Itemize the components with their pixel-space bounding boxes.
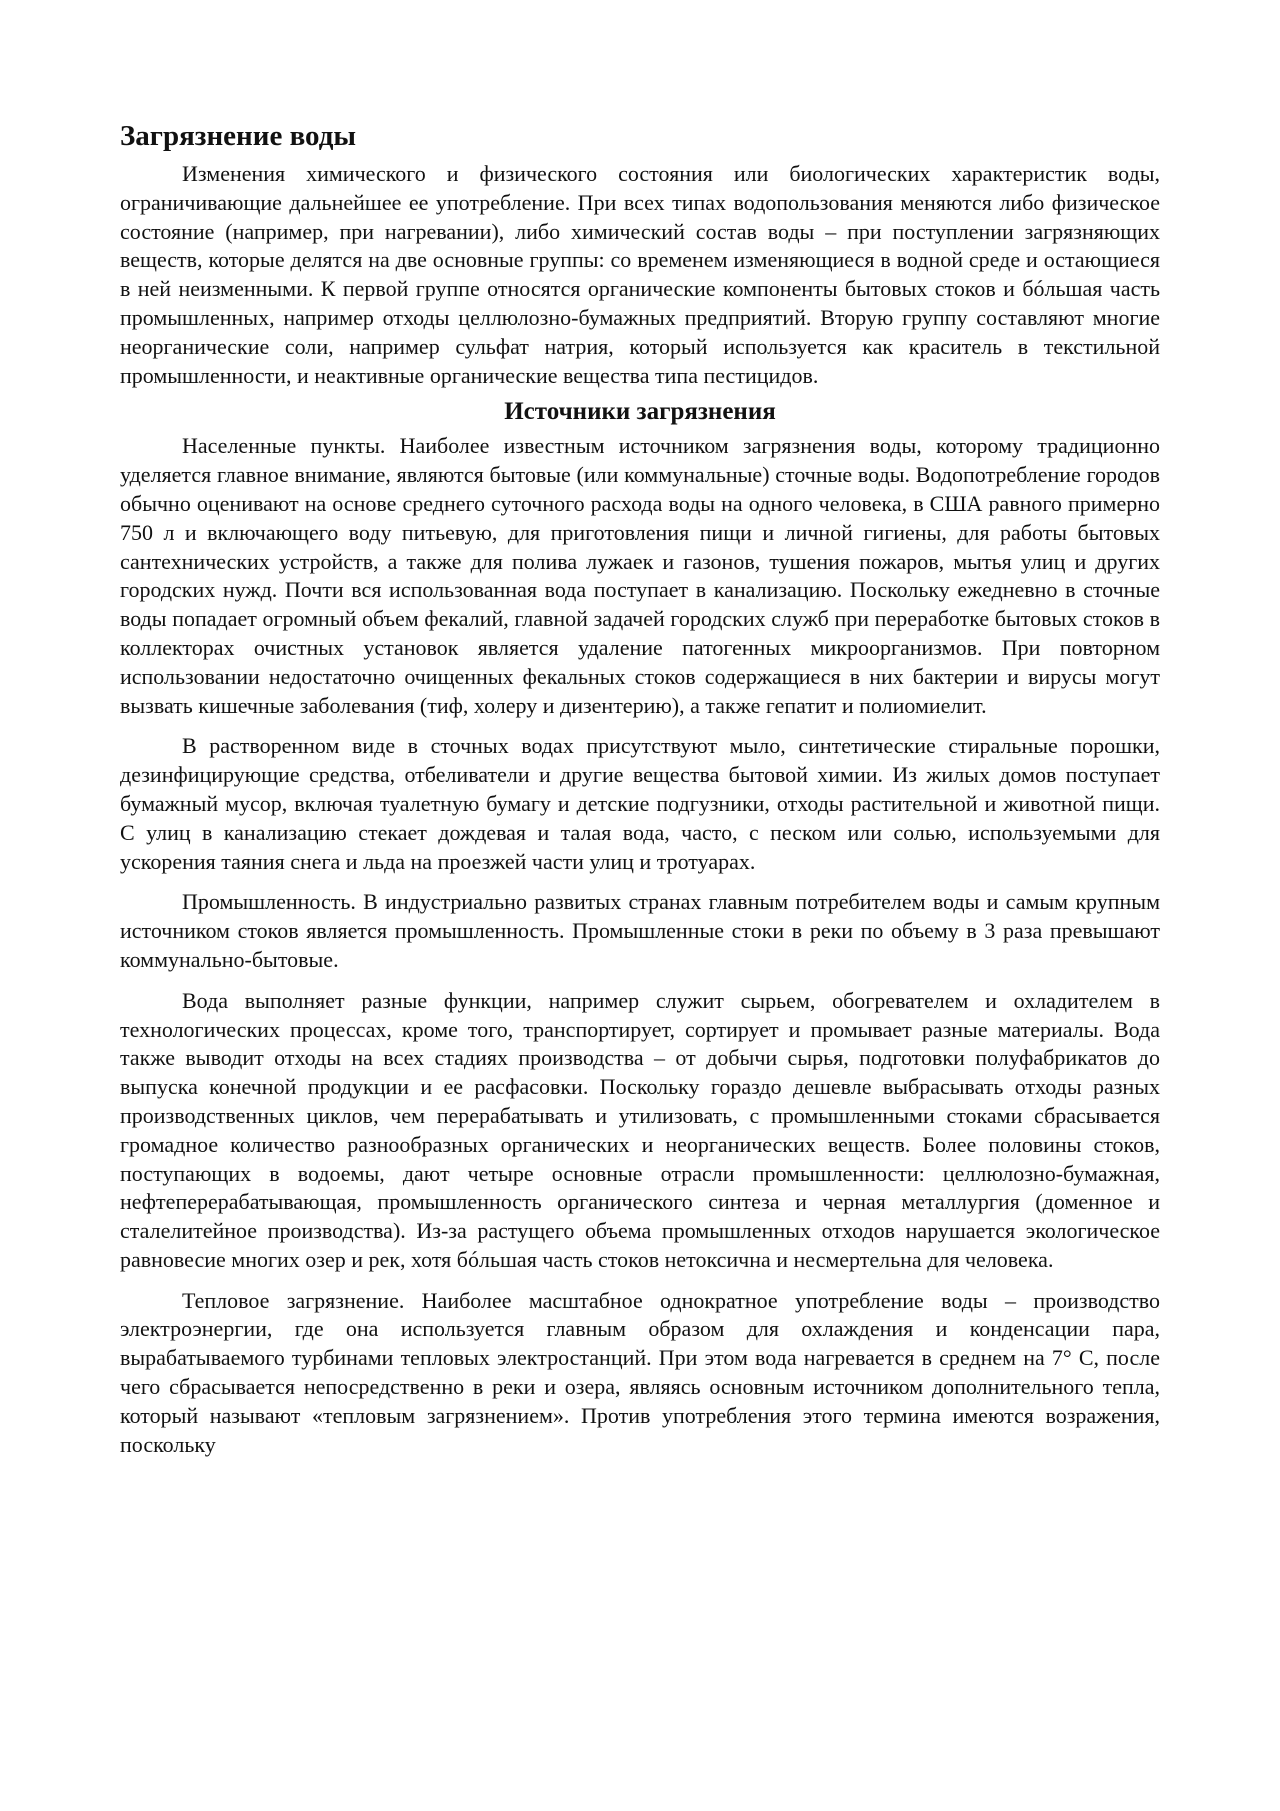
body-paragraph: Вода выполняет разные функции, например служит сырьем, обогревателем и охладителем в технологических процессах, кроме того, транспортирует, сортирует и промывает разные материалы. Вода также выводит отходы на всех стадиях производства – от добычи сырья, подготовки полуфабрикатов до выпуска конечной продукции и ее расфасовки. Поскольку гораздо дешевле выбрасывать отходы разных производственных циклов, чем перерабатывать и утилизовать, с промышленными стоками сбрасывается громадное количество разнообразных органических и неорганических веществ. Более половины стоков, поступающих в водоемы, дают четыре основные отрасли промышленности: целлюлозно-бумажная, нефтеперерабатывающая, промышленность органического синтеза и черная металлургия (доменное и сталелитейное производства). Из-за растущего объема промышленных отходов нарушается экологическое равновесие многих озер и рек, хотя бóльшая часть стоков нетоксична и несмертельна для человека. <box>120 987 1160 1272</box>
body-paragraph: Промышленность. В индустриально развитых странах главным потребителем воды и самым крупным источником стоков является промышленность. Промышленные стоки в реки по объему в 3 раза превышают коммунально-бытовые. <box>120 889 1160 972</box>
document-page <box>120 118 1160 1471</box>
body-paragraph: В растворенном виде в сточных водах присутствуют мыло, синтетические стиральные порошки, дезинфицирующие средства, отбеливатели и другие вещества бытовой химии. Из жилых домов поступает бумажный мусор, включая туалетную бумагу и детские подгузники, отходы растительной и животной пищи. С улиц в канализацию стекает дождевая и талая вода, часто, с песком или солью, используемыми для ускорения таяния снега и льда на проезжей части улиц и тротуарах. <box>120 733 1160 874</box>
body-paragraph: Населенные пункты. Наиболее известным источником загрязнения воды, которому традиционно уделяется главное внимание, являются бытовые (или коммунальные) сточные воды. Водопотребление городов обычно оценивают на основе среднего суточного расхода воды на одного человека, в США равного примерно 750 л и включающего воду питьевую, для приготовления пищи и личной гигиены, для работы бытовых сантехнических устройств, а также для полива лужаек и газонов, тушения пожаров, мытья улиц и других городских нужд. Почти вся использованная вода поступает в канализацию. Поскольку ежедневно в сточные воды попадает огромный объем фекалий, главной задачей городских служб при переработке бытовых стоков в коллекторах очистных установок является удаление патогенных микроорганизмов. При повторном использовании недостаточно очищенных фекальных стоков содержащиеся в них бактерии и вирусы могут вызвать кишечные заболевания (тиф, холеру и дизентерию), а также гепатит и полиомиелит. <box>120 433 1160 718</box>
document-title: Загрязнение воды <box>120 120 357 152</box>
intro-paragraph: Изменения химического и физического состояния или биологических характеристик воды, ограничивающие дальнейшее ее употребление. При всех типах водопользования меняются либо физическое состояние (например, при нагревании), либо химический состав воды – при поступлении загрязняющих веществ, которые делятся на две основные группы: со временем изменяющиеся в водной среде и остающиеся в ней неизменными. К первой группе относятся органические компоненты бытовых стоков и бóльшая часть промышленных, например отходы целлюлозно-бумажных предприятий. Вторую группу составляют многие неорганические соли, например сульфат натрия, который используется как краситель в текстильной промышленности, и неактивные органические вещества типа пестицидов. <box>120 161 1160 388</box>
body-paragraph: Тепловое загрязнение. Наиболее масштабное однократное употребление воды – производство электроэнергии, где она используется главным образом для охлаждения и конденсации пара, вырабатываемого турбинами тепловых электростанций. При этом вода нагревается в среднем на 7° С, после чего сбрасывается непосредственно в реки и озера, являясь основным источником дополнительного тепла, который называют «тепловым загрязнением». Против употребления этого термина имеются возражения, поскольку <box>120 1287 1160 1457</box>
section-title: Источники загрязнения <box>504 398 776 426</box>
